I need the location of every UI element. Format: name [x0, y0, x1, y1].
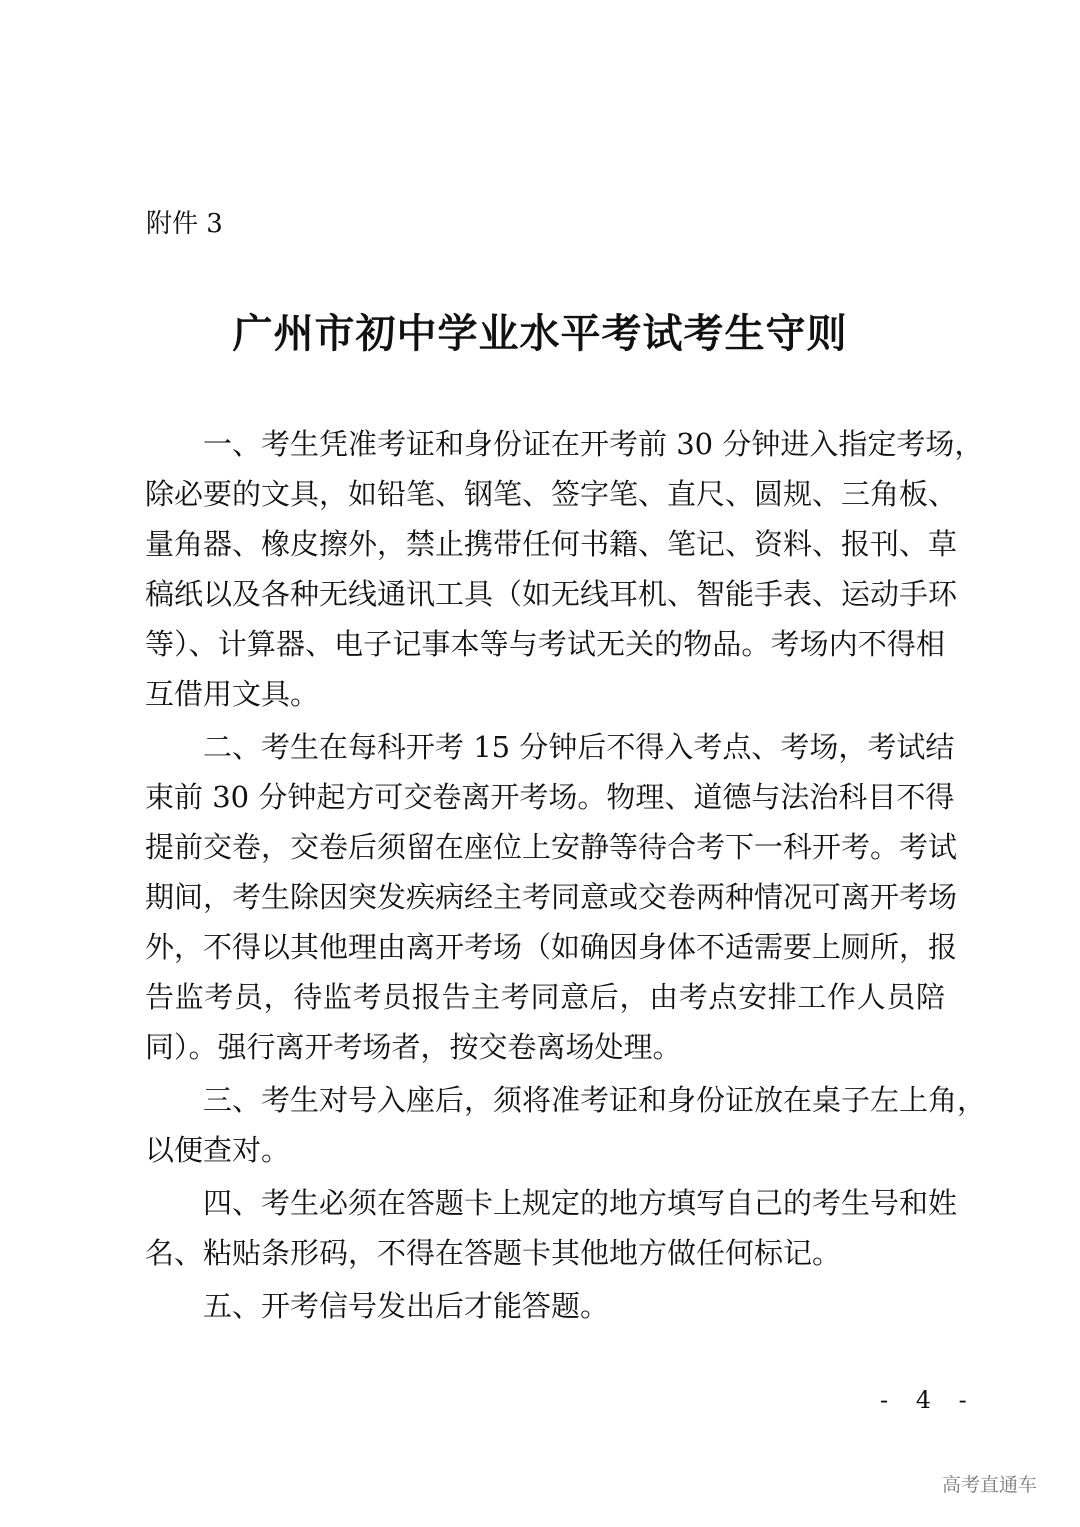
- paragraph: [145, 419, 984, 719]
- attachment-label: 附件 3: [146, 209, 223, 239]
- text-line: 外，不得以其他理由离开考场（如确因身体不适需要上厕所，报: [145, 930, 958, 964]
- text-line: 告监考员，待监考员报告主考同意后，由考点安排工作人员陪: [145, 980, 945, 1014]
- text-line: 二、考生在每科开考 15 分钟后不得入考点、考场，考试结: [203, 730, 955, 764]
- paragraph: [145, 1178, 958, 1278]
- text-line: 量角器、橡皮擦外，禁止携带任何书籍、笔记、资料、报刊、草: [145, 527, 958, 561]
- text-line: 四、考生必须在答题卡上规定的地方填写自己的考生号和姓: [203, 1186, 958, 1220]
- text-line: 束前 30 分钟起方可交卷离开考场。物理、道德与法治科目不得: [145, 780, 955, 814]
- document-title: 广州市初中学业水平考试考生守则: [232, 310, 848, 357]
- paragraph: [145, 1281, 945, 1331]
- text-line: 期间，考生除因突发疾病经主考同意或交卷两种情况可离开考场: [145, 880, 958, 914]
- text-line: 等）、计算器、电子记事本等与考试无关的物品。考场内不得相: [145, 627, 945, 661]
- text-line: 提前交卷，交卷后须留在座位上安静等待合考下一科开考。考试: [145, 830, 958, 864]
- text-line: 五、开考信号发出后才能答题。: [203, 1289, 610, 1323]
- watermark: 高考直通车: [942, 1474, 1038, 1496]
- text-line: 名、粘贴条形码，不得在答题卡其他地方做任何标记。: [145, 1236, 842, 1270]
- text-line: 除必要的文具，如铅笔、钢笔、签字笔、直尺、圆规、三角板、: [145, 477, 958, 511]
- document-body: [145, 419, 987, 1334]
- text-line: 三、考生对号入座后，须将准考证和身份证放在桌子左上角，: [203, 1083, 987, 1117]
- text-line: 一、考生凭准考证和身份证在开考前 30 分钟进入指定考场，: [203, 427, 984, 461]
- paragraph: [145, 722, 958, 1072]
- text-line: 同）。强行离开考场者，按交卷离场处理。: [145, 1030, 682, 1064]
- text-line: 互借用文具。: [145, 677, 320, 711]
- page-number: - 4 -: [880, 1386, 977, 1414]
- paragraph: [145, 1075, 987, 1175]
- text-line: 以便查对。: [145, 1133, 291, 1167]
- text-line: 稿纸以及各种无线通讯工具（如无线耳机、智能手表、运动手环: [145, 577, 958, 611]
